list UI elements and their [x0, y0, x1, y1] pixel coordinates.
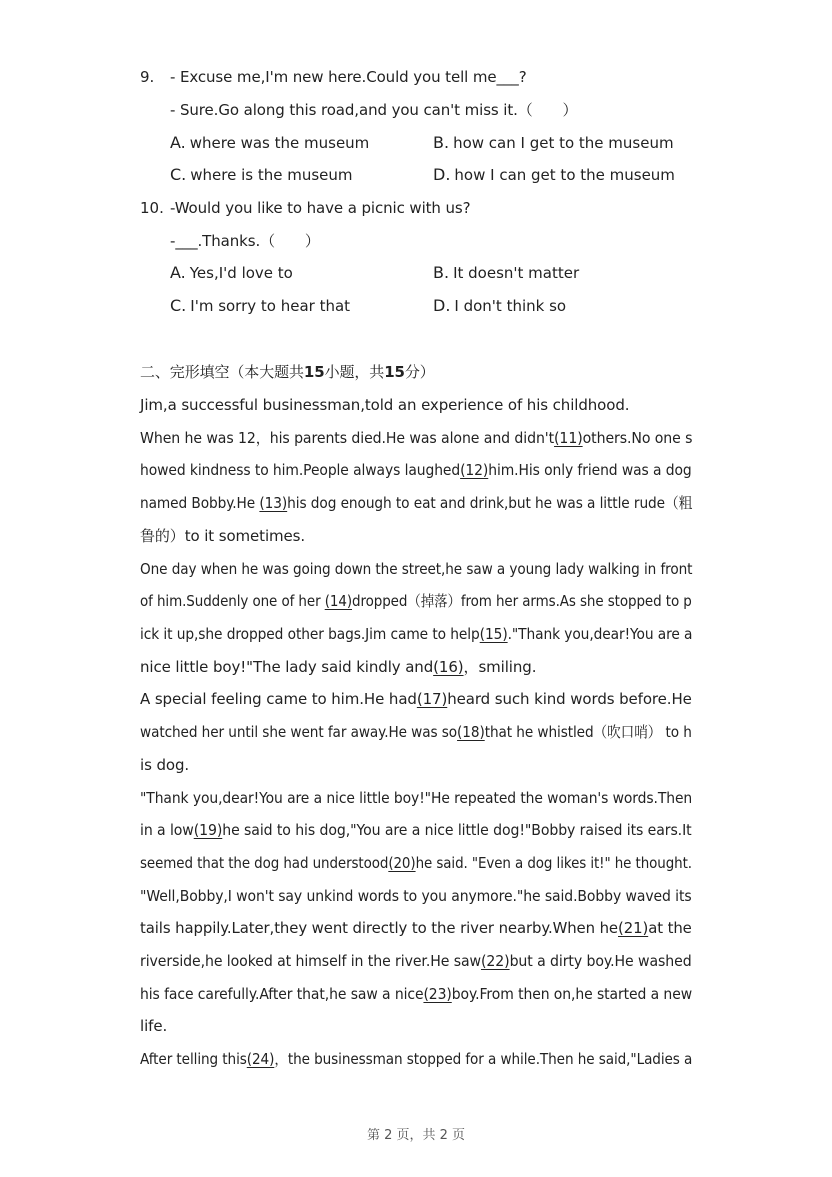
- blank-21: (21): [618, 919, 649, 937]
- section-middle: 小题，共: [324, 363, 385, 381]
- option-letter: A.: [170, 263, 186, 282]
- passage-text: he said. "Even a dog likes it!" he thought.: [415, 854, 692, 872]
- blank-13: (13): [259, 494, 288, 512]
- passage-text: howed kindness to him.People always laughed: [140, 461, 461, 479]
- blank-15: (15): [479, 625, 508, 643]
- passage-text: dropped（掉落）from her arms.As she stopped to p: [352, 592, 692, 610]
- option-letter: D.: [433, 165, 451, 184]
- passage-text: watched her until she went far away.He was so: [140, 723, 458, 741]
- blank-24: (24): [246, 1050, 275, 1068]
- page-footer: 第 2 页，共 2 页: [366, 1128, 466, 1143]
- passage-text: ."Thank you,dear!You are a: [507, 625, 693, 643]
- passage-line: is dog.: [140, 756, 190, 774]
- passage-line: [140, 820, 692, 840]
- passage-line: [140, 853, 692, 873]
- passage-line: "Well,Bobby,I won't say unkind words to you anymore."he said.Bobby waved its: [140, 887, 692, 905]
- option-a: [170, 263, 293, 283]
- option-text: where was the museum: [189, 134, 370, 152]
- question-stem: - Excuse me,I'm new here.Could you tell me___?: [170, 68, 527, 86]
- option-letter: D.: [433, 296, 451, 315]
- passage-text: heard such kind words before.He: [447, 690, 692, 708]
- section-heading: [140, 362, 435, 382]
- question-reply: - Sure.Go along this road,and you can't miss it.（ ）: [170, 101, 578, 119]
- passage-line: One day when he was going down the street,he saw a young lady walking in front: [140, 560, 693, 578]
- blank-12: (12): [460, 461, 489, 479]
- blank-17: (17): [416, 690, 448, 708]
- option-d: [433, 165, 675, 185]
- blank-16: (16): [433, 658, 464, 676]
- passage-text: but a dirty boy.He washed: [509, 952, 692, 970]
- passage-text: A special feeling came to him.He had: [140, 690, 417, 708]
- question-stem: -Would you like to have a picnic with us?: [170, 199, 471, 217]
- option-b: [433, 263, 579, 283]
- passage-text: tails happily.Later,they went directly to the river nearby.When he: [140, 919, 619, 937]
- passage-line: [140, 591, 692, 611]
- question-reply: -___.Thanks.（ ）: [170, 232, 320, 250]
- passage-text: that he whistled（吹口哨） to h: [484, 723, 692, 741]
- passage-line: [140, 984, 692, 1004]
- passage-line: 鲁的）to it sometimes.: [140, 527, 306, 545]
- blank-14: (14): [324, 592, 353, 610]
- passage-line: [140, 689, 692, 709]
- passage-text: his face carefully.After that,he saw a nice: [140, 985, 424, 1003]
- passage-line: "Thank you,dear!You are a nice little boy!"He repeated the woman's words.Then: [140, 789, 693, 807]
- option-d: [433, 296, 566, 316]
- passage-text: riverside,he looked at himself in the river.He saw: [140, 952, 481, 970]
- passage-line: [140, 460, 692, 480]
- passage-text: seemed that the dog had understood: [140, 854, 389, 872]
- blank-23: (23): [423, 985, 452, 1003]
- option-c: [170, 296, 350, 316]
- passage-line: [140, 657, 536, 677]
- option-b: [433, 133, 674, 153]
- blank-22: (22): [480, 952, 510, 970]
- passage-text: ，the businessman stopped for a while.Then he said,"Ladies a: [274, 1050, 693, 1068]
- passage-text: in a low: [140, 821, 194, 839]
- passage-text: ，smiling.: [463, 658, 537, 676]
- passage-text: After telling this: [140, 1050, 247, 1068]
- option-text: where is the museum: [190, 166, 353, 184]
- blank-11: (11): [554, 429, 583, 447]
- option-a: [170, 133, 369, 153]
- option-text: Yes,I'd love to: [189, 264, 293, 282]
- passage-text: his dog enough to eat and drink,but he was a little rude（粗: [287, 494, 693, 512]
- passage-text: of him.Suddenly one of her: [140, 592, 325, 610]
- blank-20: (20): [388, 854, 416, 872]
- option-letter: B.: [433, 263, 450, 282]
- section-score: 15: [384, 363, 405, 381]
- passage-line: [140, 493, 692, 513]
- option-c: [170, 165, 353, 185]
- passage-text: nice little boy!"The lady said kindly and: [140, 658, 434, 676]
- passage-line: life.: [140, 1017, 168, 1035]
- option-letter: B.: [433, 133, 450, 152]
- option-text: I don't think so: [454, 297, 567, 315]
- passage-text: at the: [648, 919, 692, 937]
- blank-18: (18): [457, 723, 485, 741]
- section-prefix: 二、完形填空（本大题共: [140, 363, 304, 381]
- passage-line: [140, 428, 692, 448]
- option-text: how can I get to the museum: [453, 134, 674, 152]
- passage-line: Jim,a successful businessman,told an experience of his childhood.: [140, 396, 630, 414]
- blank-19: (19): [193, 821, 223, 839]
- passage-line: [140, 624, 692, 644]
- passage-line: [140, 1049, 692, 1069]
- passage-line: [140, 918, 692, 938]
- option-text: how I can get to the museum: [454, 166, 675, 184]
- passage-line: [140, 951, 692, 971]
- passage-text: others.No one s: [582, 429, 693, 447]
- option-letter: C.: [170, 165, 187, 184]
- passage-text: him.His only friend was a dog: [488, 461, 692, 479]
- section-suffix: 分）: [404, 363, 435, 381]
- passage-line: [140, 722, 692, 742]
- passage-text: When he was 12，his parents died.He was alone and didn't: [140, 429, 555, 447]
- option-letter: A.: [170, 133, 186, 152]
- passage-text: boy.From then on,he started a new: [451, 985, 693, 1003]
- option-text: It doesn't matter: [453, 264, 580, 282]
- passage-text: he said to his dog,"You are a nice little dog!"Bobby raised its ears.It: [222, 821, 692, 839]
- section-count: 15: [303, 363, 325, 381]
- question-number: 9.: [140, 68, 155, 86]
- option-letter: C.: [170, 296, 187, 315]
- passage-text: ick it up,she dropped other bags.Jim came to help: [140, 625, 480, 643]
- option-text: I'm sorry to hear that: [190, 297, 351, 315]
- passage-text: named Bobby.He: [140, 494, 260, 512]
- question-number: 10.: [140, 199, 164, 217]
